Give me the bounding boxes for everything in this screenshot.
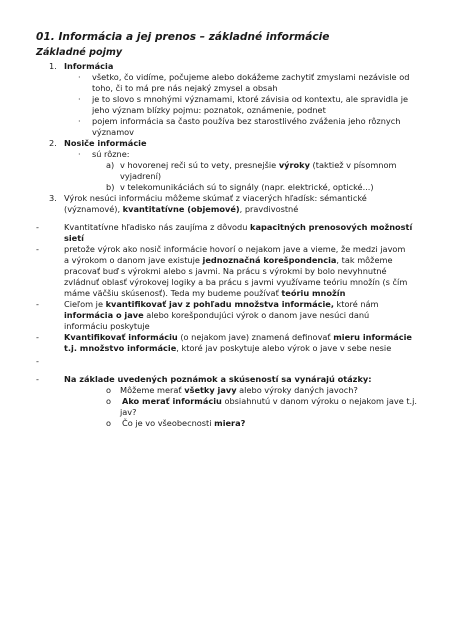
text-line: sú rôzne: <box>92 149 130 159</box>
text-span: , pravdivostné <box>239 204 299 214</box>
bold-text: teóriu množín <box>281 288 346 298</box>
bold-text: Ako merať informáciu <box>122 396 222 406</box>
bullet-marker: · <box>78 72 81 82</box>
sub-item-marker: b) <box>106 182 115 192</box>
text-line <box>122 396 417 407</box>
circle-marker: o <box>106 385 112 395</box>
text-line: v telekomunikáciách sú to signály (napr. elektrické, optické...) <box>120 182 374 192</box>
text-line <box>120 385 358 396</box>
text-span: v hovorenej reči sú to vety, presnejšie <box>120 160 279 170</box>
text-line: pojem informácia sa často používa bez starostlivého zváženia jeho rôznych <box>92 116 401 126</box>
item-number: 3. <box>49 193 57 203</box>
text-line: Výrok nesúci informáciu môžeme skúmať z viacerých hľadísk: sémantické <box>64 193 367 203</box>
item-number: 2. <box>49 138 57 148</box>
circle-marker: o <box>106 396 112 406</box>
text-span: , tak môžeme <box>336 255 393 265</box>
text-line: je to slovo s mnohými významami, ktoré závisia od kontextu, ale spravidla je <box>92 94 409 104</box>
text-span: , ktoré jav poskytuje alebo výrok o jave v sebe nesie <box>176 343 392 353</box>
dash-marker: - <box>36 222 39 232</box>
bold-text: informácia o jave <box>64 310 144 320</box>
text-line: vyjadrení) <box>120 171 162 181</box>
bold-text: výroky <box>278 160 310 170</box>
bold-text: Kvantifikovať informáciu <box>64 332 178 342</box>
dash-marker: - <box>36 244 39 254</box>
text-span: (významové), <box>64 204 123 214</box>
bold-text: kvantitatívne (objemové) <box>122 204 240 214</box>
bold-text: mieru informácie <box>333 332 412 342</box>
text-span: ktoré nám <box>333 299 379 309</box>
text-line <box>64 222 412 233</box>
text-line: sietí <box>64 233 84 243</box>
text-span: Čo je vo všeobecnosti <box>122 418 215 428</box>
dash-marker: - <box>36 299 39 309</box>
item-heading: Informácia <box>64 61 114 71</box>
sub-item-marker: a) <box>106 160 115 170</box>
text-line: zvládnuť oblasť výrokovej logiky a ba prácu s javmi využívame teóriu množín (s čím <box>64 277 408 287</box>
text-span: obsiahnutú v danom výroku o nejakom jave t.j. <box>221 396 418 406</box>
text-line: všetko, čo vidíme, počujeme alebo dokážeme zachytiť zmyslami nezávisle od <box>92 72 410 82</box>
text-line <box>64 255 393 266</box>
text-line <box>64 310 369 321</box>
text-line: pracovať buď s výrokmi alebo s javmi. Na prácu s výrokmi by bolo nevyhnutné <box>64 266 387 276</box>
item-heading: Nosiče informácie <box>64 138 147 148</box>
text-line: pretože výrok ako nosič informácie hovorí o nejakom jave a vieme, že medzi javom <box>64 244 406 254</box>
text-line <box>122 418 245 429</box>
text-span: Kvantitatívne hľadisko nás zaujíma z dôvodu <box>64 222 251 232</box>
text-span: máme väčšiu skúsenosť). Teda my budeme používať <box>64 288 282 298</box>
bold-text: kapacitných prenosových možností <box>250 222 413 232</box>
text-line <box>64 299 379 310</box>
text-span: Cieľom je <box>64 299 106 309</box>
item-number: 1. <box>49 61 57 71</box>
text-span: (taktiež v písomnom <box>309 160 397 170</box>
text-line <box>120 160 397 171</box>
text-line: informáciu poskytuje <box>64 321 150 331</box>
document-title: 01. Informácia a jej prenos – základné informácie <box>36 31 330 43</box>
dash-marker: - <box>36 374 39 384</box>
text-line <box>64 332 412 343</box>
text-line: toho, či to má pre nás nejaký zmysel a obsah <box>92 83 278 93</box>
bullet-marker: · <box>78 149 81 159</box>
text-line: jeho význam blízky pojmu: poznatok, oznámenie, podnet <box>92 105 326 115</box>
text-line: významov <box>92 127 135 137</box>
section-heading: Základné pojmy <box>36 47 123 58</box>
bold-text: kvantifikovať jav z pohľadu množstva informácie, <box>105 299 334 309</box>
bullet-marker: · <box>78 116 81 126</box>
text-line <box>64 288 345 299</box>
dash-marker: - <box>36 356 39 366</box>
bold-text: miera? <box>214 418 246 428</box>
bold-text: všetky javy <box>184 385 237 395</box>
text-line: jav? <box>120 407 137 417</box>
text-span: a výrokom o danom jave existuje <box>64 255 203 265</box>
circle-marker: o <box>106 418 112 428</box>
text-span: alebo korešpondujúci výrok o danom jave nesúci danú <box>143 310 370 320</box>
text-span: Môžeme merať <box>120 385 185 395</box>
text-line <box>64 204 298 215</box>
text-line: Na základe uvedených poznámok a skúseností sa vynárajú otázky: <box>64 374 372 384</box>
bold-text: jednoznačná korešpondencia <box>202 255 337 265</box>
text-line <box>64 343 391 354</box>
text-span: alebo výroky daných javoch? <box>236 385 358 395</box>
bold-text: t.j. množstvo informácie <box>64 343 177 353</box>
dash-marker: - <box>36 332 39 342</box>
text-span: (o nejakom jave) znamená definovať <box>177 332 334 342</box>
bullet-marker: · <box>78 94 81 104</box>
